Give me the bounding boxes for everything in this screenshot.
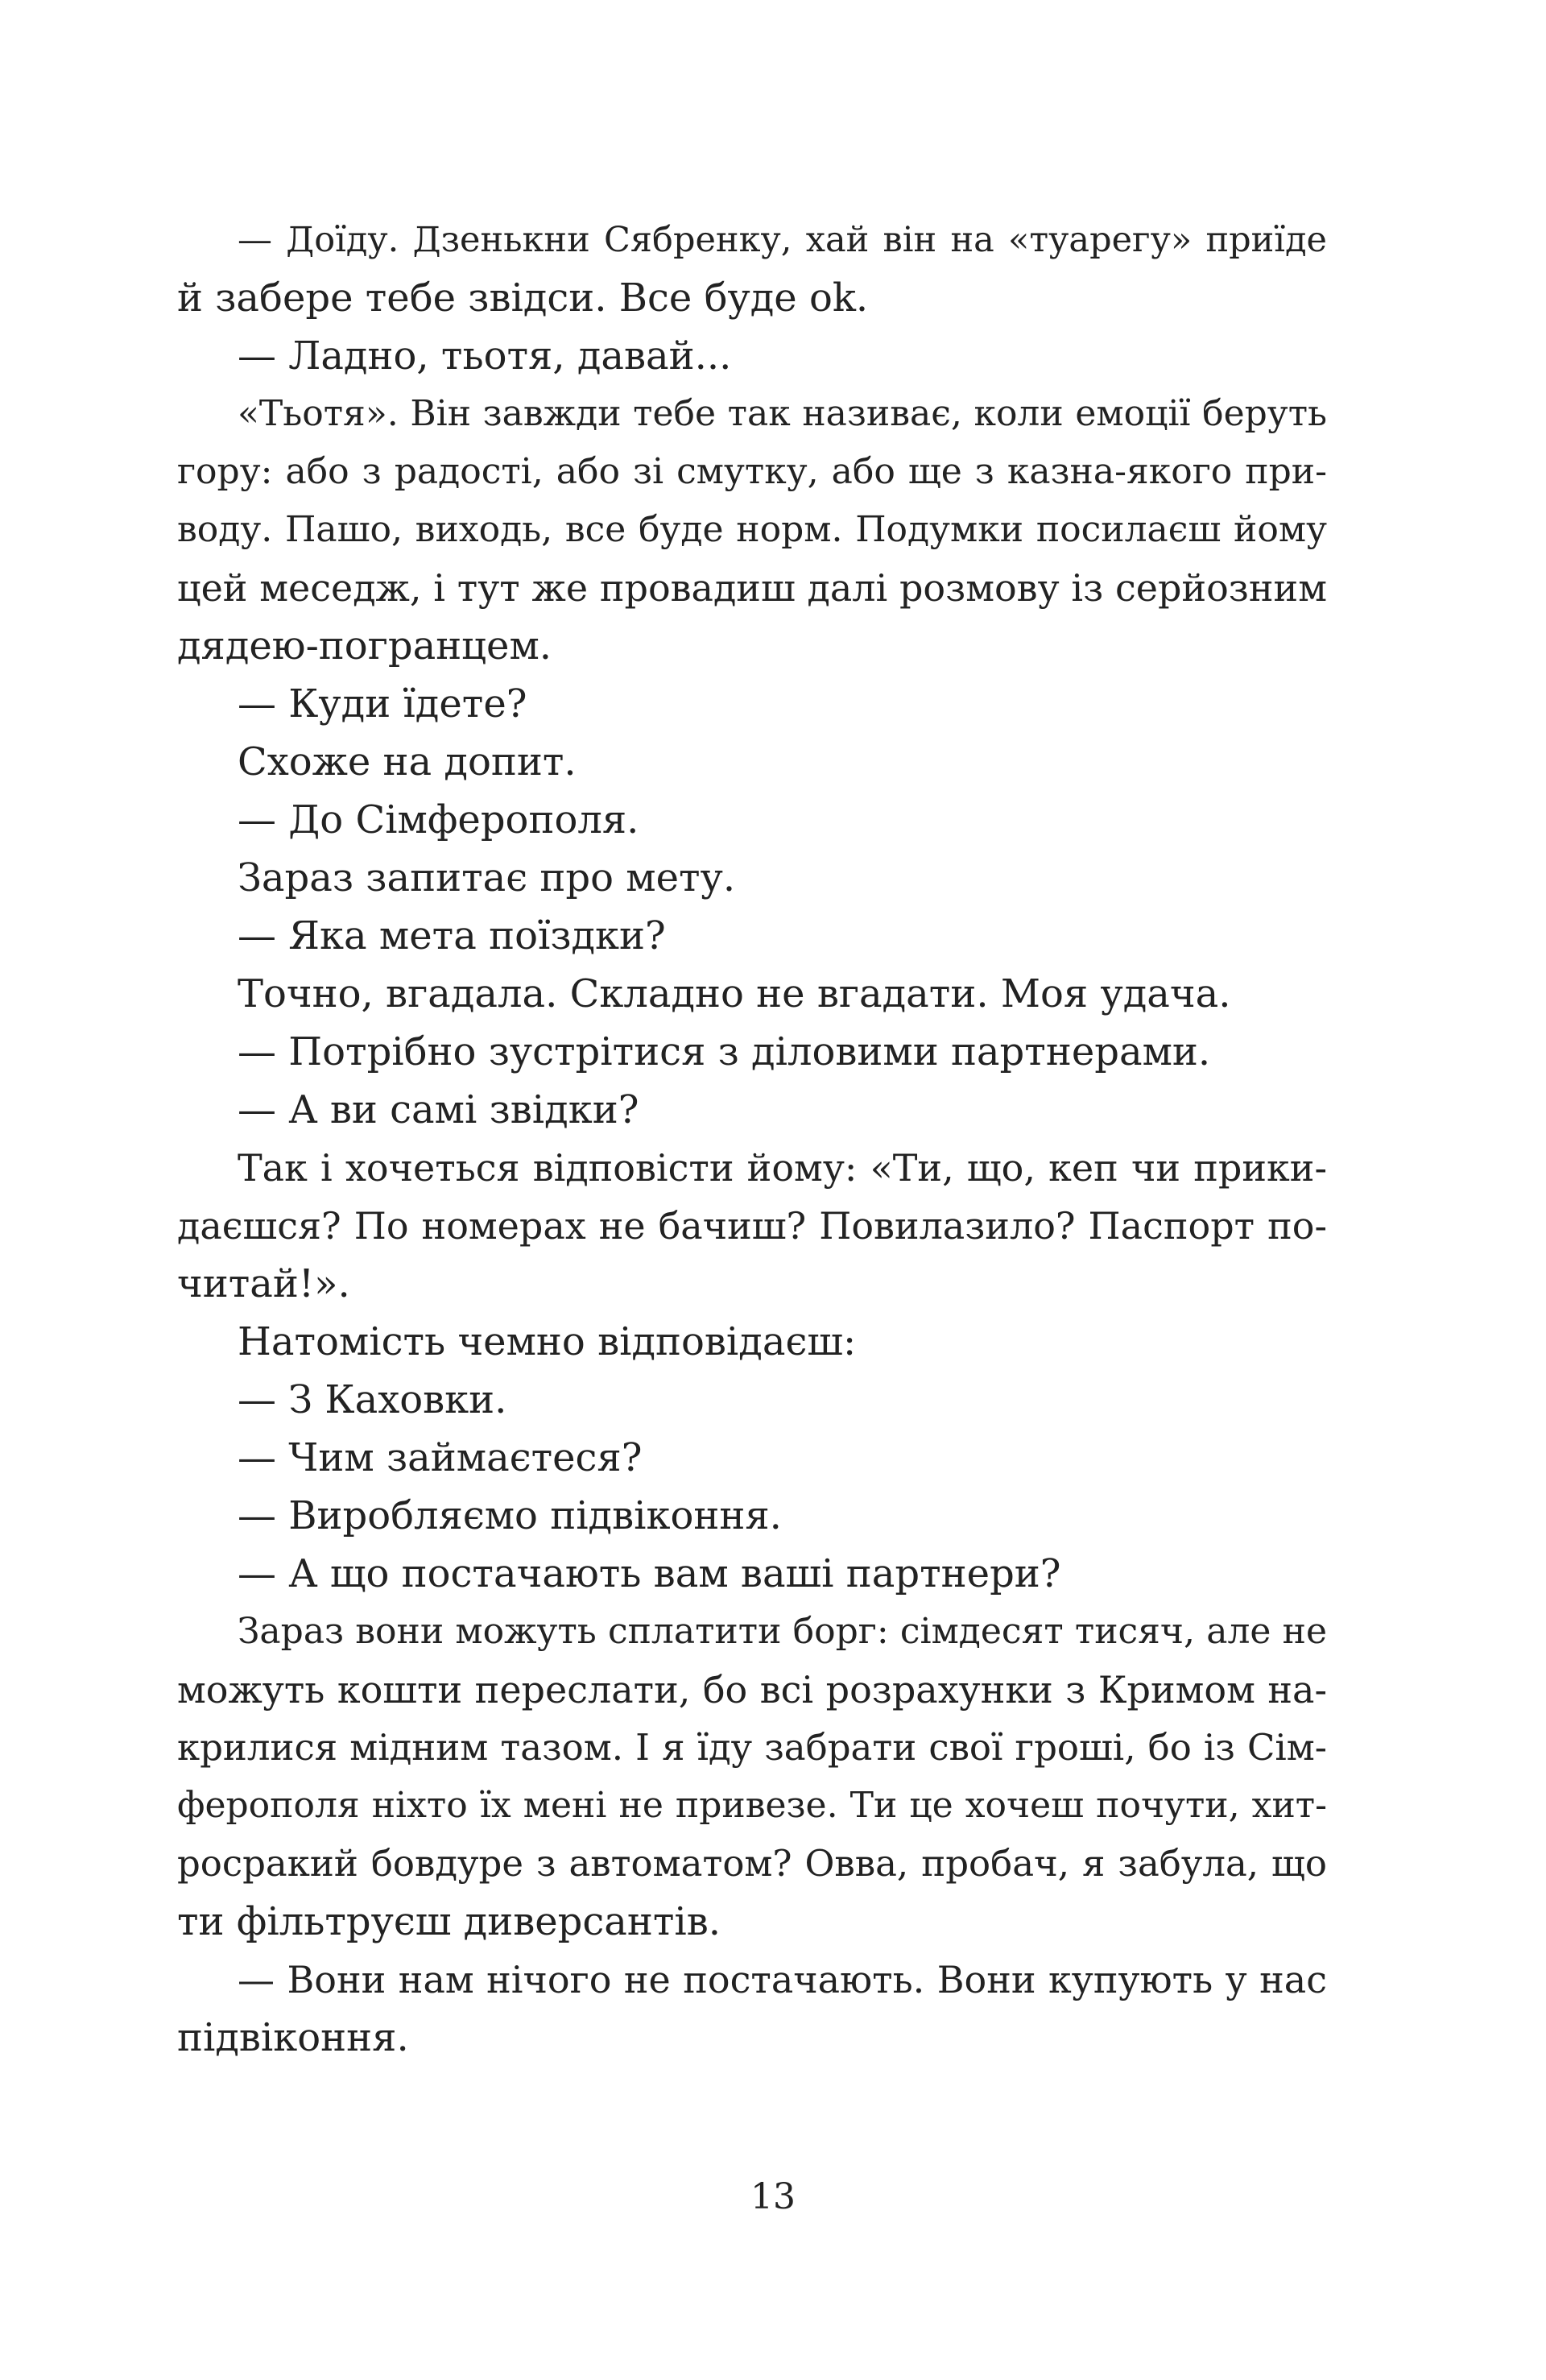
text-line: Так і хочеться відповісти йому: «Ти, що, кеп чи прики-	[238, 1146, 1327, 1190]
text-line: Зараз вони можуть сплатити борг: сімдесят тисяч, але не	[238, 1611, 1327, 1652]
text-line: цей меседж, і тут же провадиш далі розмову із серйозним	[177, 566, 1327, 610]
text-line: — Вони нам нічого не постачають. Вони купують у нас	[238, 1958, 1327, 2001]
text-line: гору: або з радості, або зі смутку, або ще з казна-якого при-	[177, 451, 1327, 492]
page-number: 13	[750, 2176, 796, 2217]
text-line: Натомість чемно відповідаєш:	[238, 1319, 857, 1364]
text-line: даєшся? По номерах не бачиш? Повилазило? Паспорт по-	[177, 1204, 1327, 1248]
text-line: Зараз запитає про мету.	[238, 855, 736, 900]
text-line: — А що постачають вам ваші партнери?	[238, 1551, 1061, 1596]
text-line: читай!».	[177, 1261, 350, 1306]
text-line: — З Каховки.	[238, 1377, 507, 1422]
text-line: — Потрібно зустрітися з діловими партнерами.	[238, 1029, 1211, 1074]
text-line: воду. Пашо, виходь, все буде норм. Подумки посилаєш йому	[177, 509, 1327, 550]
text-line: — Доїду. Дзенькни Сябренку, хай він на «туарегу» приїде	[238, 220, 1327, 260]
text-line: крилися мідним тазом. І я їду забрати свої гроші, бо із Сім-	[177, 1726, 1327, 1769]
text-line: — Ладно, тьотя, давай...	[238, 333, 732, 379]
text-line: й забере тебе звідси. Все буде ok.	[177, 275, 869, 321]
text-line: — А ви самі звідки?	[238, 1087, 639, 1132]
text-line: дядею-погранцем.	[177, 623, 552, 668]
body-text	[177, 211, 1327, 2067]
text-line: — Куди їдете?	[238, 681, 527, 726]
text-line: Схоже на допит.	[238, 739, 577, 784]
text-line: підвіконня.	[177, 2015, 409, 2060]
text-line: «Тьотя». Він завжди тебе так називає, коли емоції беруть	[238, 393, 1327, 434]
text-line: — Виробляємо підвіконня.	[238, 1493, 782, 1538]
text-line: — Яка мета поїздки?	[238, 913, 666, 958]
text-line: росракий бовдуре з автоматом? Овва, пробач, я забула, що	[177, 1842, 1327, 1885]
text-line: Точно, вгадала. Складно не вгадати. Моя удача.	[238, 971, 1231, 1016]
text-line: ти фільтруєш диверсантів.	[177, 1899, 721, 1944]
text-line: ферополя ніхто їх мені не привезе. Ти це хочеш почути, хит-	[177, 1785, 1327, 1826]
text-line: — Чим займаєтеся?	[238, 1435, 643, 1480]
text-line: — До Сімферополя.	[238, 797, 639, 842]
text-line: можуть кошти переслати, бо всі розрахунки з Кримом на-	[177, 1668, 1327, 1712]
